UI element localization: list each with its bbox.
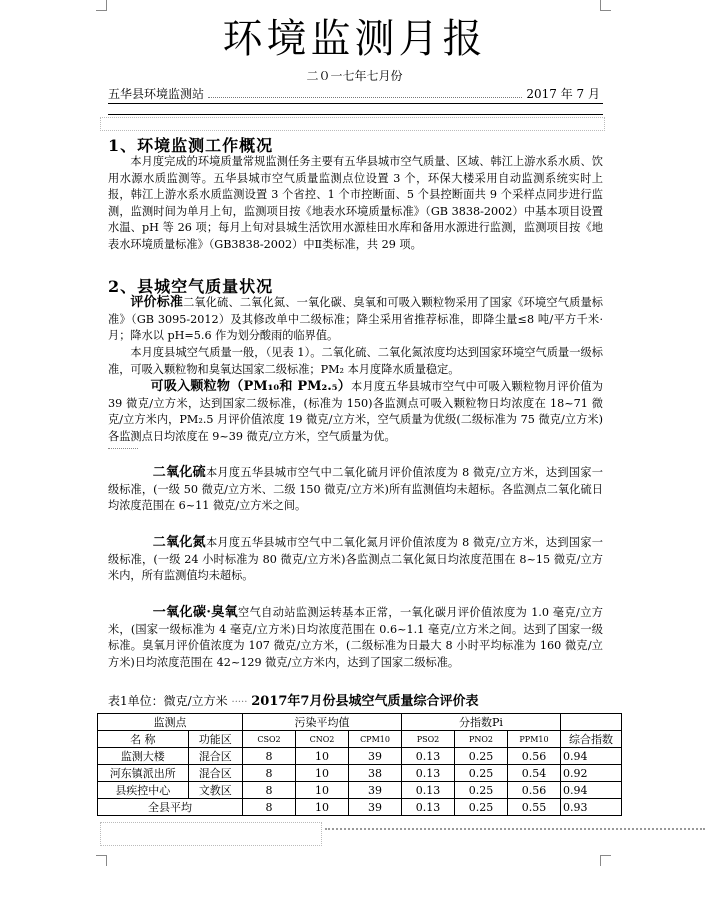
cell-composite: 0.94: [561, 782, 622, 799]
cell-c-so2: 8: [243, 748, 296, 765]
header-c-no2: CNO2: [296, 731, 349, 748]
header-rule: [108, 114, 603, 115]
table-caption-title: 2017年7月份县城空气质量综合评价表: [251, 694, 479, 709]
o3-label: 臭氧: [210, 605, 239, 620]
cell-zone: 文教区: [188, 782, 242, 799]
so2-paragraph: [108, 465, 603, 515]
pm-text: 本月度五华县城市空气中可吸入颗粒物月评价值为 39 微克/立方米，达到国家二级标准，(标准为 150)各监测点可吸入颗粒物日均浓度在 18~71 微克/立方米内，PM₂.5 月评价值浓度 19 微克/立方米，空气质量为优级(二级标准为 75 微克/立方米)各监测点日均浓度在 9~39 微克/立方米，空气质量为优。: [108, 380, 603, 443]
section-heading: 2、县城空气质量状况: [108, 277, 274, 296]
cell-c-pm10: 39: [349, 799, 402, 816]
cell-name: 监测大楼: [98, 748, 189, 765]
table-caption-prefix: 表1单位：微克/立方米: [108, 694, 228, 708]
table-header-row: [98, 714, 622, 731]
cell-c-pm10: 39: [349, 748, 402, 765]
cell-zone: 混合区: [188, 748, 242, 765]
header-name: 名 称: [98, 731, 189, 748]
cell-p-so2: 0.13: [402, 799, 455, 816]
cell-composite: 0.92: [561, 765, 622, 782]
header-text-box: [100, 117, 605, 131]
cell-p-no2: 0.25: [455, 799, 508, 816]
section-paragraph: 本月度完成的环境质量常规监测任务主要有五华县城市空气质量、区域、韩江上游水系水质、饮用水源水质监测等。五华县城市空气质量监测点位设置 3 个，环保大楼采用自动监测系统实时上报，韩江上游水系水质监测设置 3 个省控、1 个市控断面、5 个县控断面共 9 个采样点同步进行监测，监测时间为单月上旬，监测项目按《地表水环境质量标准》（GB 3838-2002）中基本项目设置水温、pH 等 26 项；每月上旬对县城生活饮用水源桂田水库和备用水源进行监测，监测项目按《地表水环境质量标准》（GB3838-2002）中Ⅱ类标准，共 29 项。: [108, 155, 603, 251]
standard-text: 二氧化硫、二氧化氮、一氧化碳、臭氧和可吸入颗粒物采用了国家《环境空气质量标准》（GB 3095-2012）及其修改单中二级标准；降尘采用省推荐标准，即降尘量≤8 吨/平方千米·月；降水以 pH=5.6 作为划分酸雨的临界值。: [108, 296, 603, 342]
table-caption: 表1单位：微克/立方米 ····· 2017年7月份县城空气质量综合评价表: [108, 694, 479, 709]
dotted-separator: [325, 828, 705, 830]
cell-c-pm10: 39: [349, 782, 402, 799]
no2-paragraph: [108, 535, 603, 585]
cell-composite: 0.93: [561, 799, 622, 816]
header-empty: [561, 714, 622, 731]
cell-c-pm10: 38: [349, 765, 402, 782]
cell-name: 河东镇派出所: [98, 765, 189, 782]
page-corner-mark: [600, 855, 611, 866]
header-zone: 功能区: [188, 731, 242, 748]
cell-p-no2: 0.25: [455, 782, 508, 799]
cell-c-no2: 10: [296, 799, 349, 816]
cell-p-pm10: 0.56: [508, 782, 561, 799]
leader-dots: [208, 97, 522, 98]
so2-text: 本月度五华县城市空气中二氧化硫月评价值浓度为 8 微克/立方米，达到国家一级标准，(一级 50 微克/立方米、二级 150 微克/立方米)所有监测值均未超标。各监测点二氧化硫日均浓度范围在 6~11 微克/立方米之间。: [108, 466, 603, 512]
org-date-line: [108, 85, 600, 102]
summary-paragraph: 本月度县城空气质量一般，（见表 1）。二氧化硫、二氧化氮浓度均达到国家环境空气质量一级标准，可吸入颗粒物和臭氧达国家二级标准；PM₂ 本月度降水质量稳定。: [108, 346, 603, 376]
co-text: 空气自动站监测运转基本正常，一氧化碳月评价值浓度为 1.0 毫克/立方米，(国家一级标准为 4 毫克/立方米)日均浓度范围在 0.6~1.1 毫克/立方米之间。达到了国家一级标准。臭氧月评价值浓度为 107 微克/立方米，(二级标准为日最大 8 小时平均标准为 160 微克/立方米)日均浓度范围在 42~129 微克/立方米内，达到了国家二级标准。: [108, 606, 603, 669]
report-date: 2017 年 7 月: [526, 87, 600, 101]
table-row: [98, 782, 622, 799]
co-label: 一氧化碳: [152, 605, 207, 620]
cell-p-no2: 0.25: [455, 765, 508, 782]
page-corner-mark: [96, 0, 107, 11]
header-site: 监测点: [98, 714, 243, 731]
cell-p-pm10: 0.55: [508, 799, 561, 816]
co-paragraph: 一氧化碳·臭氧空气自动站监测运转基本正常，一氧化碳月评价值浓度为 1.0 毫克/立方米，(国家一级标准为 4 毫克/立方米)日均浓度范围在 0.6~1.1 毫克/立方米之间。达到了国家一级标准。臭氧月评价值浓度为 107 微克/立方米，(二级标准为日最大 8 小时平均标准为 160 微克/立方米)日均浓度范围在 42~129 微克/立方米内，达到了国家二级标准。: [108, 605, 603, 669]
standard-label: 评价标准: [130, 295, 184, 310]
cell-p-so2: 0.13: [402, 782, 455, 799]
org-name: 五华县环境监测站: [108, 87, 205, 101]
header-composite: 综合指数: [561, 731, 622, 748]
page-corner-mark: [96, 855, 107, 866]
cell-c-so2: 8: [243, 765, 296, 782]
header-c-pm10: CPM10: [349, 731, 402, 748]
pm-label: 可吸入颗粒物（PM₁₀和 PM₂.₅）: [150, 379, 352, 394]
cell-c-no2: 10: [296, 748, 349, 765]
header-rule: [108, 103, 603, 104]
cell-composite: 0.94: [561, 748, 622, 765]
cell-p-no2: 0.25: [455, 748, 508, 765]
text-box-outline: [100, 822, 322, 846]
report-subtitle: 二０一七年七月份: [306, 69, 403, 83]
cell-p-pm10: 0.54: [508, 765, 561, 782]
cell-p-so2: 0.13: [402, 748, 455, 765]
table-row: [98, 748, 622, 765]
standard-paragraph: [108, 295, 603, 345]
section-heading: 1、环境监测工作概况: [108, 136, 274, 155]
report-title: 环境监测月报: [222, 16, 487, 62]
header-avg: 污染平均值: [243, 714, 402, 731]
page-corner-mark: [600, 0, 611, 11]
header-p-so2: PSO2: [402, 731, 455, 748]
header-index: 分指数Pi: [402, 714, 561, 731]
cell-c-no2: 10: [296, 765, 349, 782]
cell-name: 县疾控中心: [98, 782, 189, 799]
cell-total-name: 全县平均: [98, 799, 243, 816]
cell-p-so2: 0.13: [402, 765, 455, 782]
cell-zone: 混合区: [188, 765, 242, 782]
cell-p-pm10: 0.56: [508, 748, 561, 765]
cell-c-so2: 8: [243, 782, 296, 799]
table-header-row: [98, 731, 622, 748]
table-total-row: [98, 799, 622, 816]
header-c-so2: CSO2: [243, 731, 296, 748]
dotted-mark: [108, 448, 138, 449]
pm-paragraph: [108, 379, 603, 445]
table-row: [98, 765, 622, 782]
no2-text: 本月度五华县城市空气中二氧化氮月评价值浓度为 8 微克/立方米，达到国家一级标准，(一级 24 小时标准为 80 微克/立方米)各监测点二氧化氮日均浓度范围在 8~15 微克/立方米内，所有监测值均未超标。: [108, 536, 603, 582]
cell-c-no2: 10: [296, 782, 349, 799]
header-p-pm10: PPM10: [508, 731, 561, 748]
cell-c-so2: 8: [243, 799, 296, 816]
no2-label: 二氧化氮: [152, 535, 206, 550]
so2-label: 二氧化硫: [152, 465, 206, 480]
header-p-no2: PNO2: [455, 731, 508, 748]
air-quality-table: [97, 713, 622, 816]
